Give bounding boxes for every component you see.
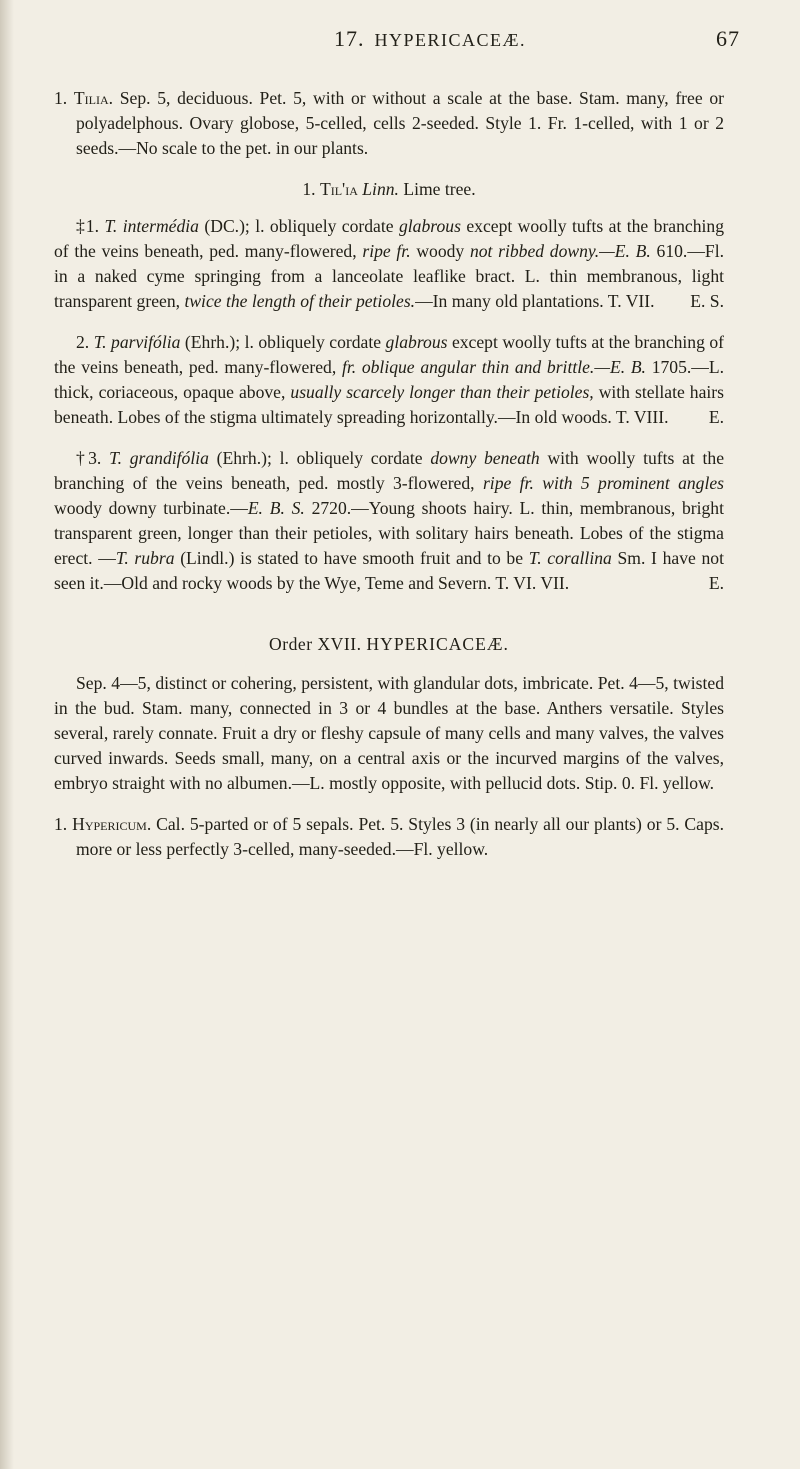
species-mark: 2.	[76, 332, 90, 352]
order-description: Sep. 4—5, distinct or cohering, persistent, with glandular dots, imbricate. Pet. 4—5, twisted in the bud. Stam. many, connected in 3 or 4 bundles at the base. Anthers versatile. Styles several, rarely connate. Fruit a dry or fleshy capsule of many cells and many valves, the valves curved inwards. Seeds small, many, on a central axis or the incurved margins of the valves, embryo straight with no albumen.—L. mostly opposite, with pellucid dots. Stip. 0. Fl. yellow.	[54, 673, 724, 793]
species-text: woody	[416, 241, 465, 261]
family-key-tilia	[54, 86, 724, 161]
order-heading	[54, 632, 724, 657]
key-number: 1.	[54, 88, 68, 108]
species-mark: ‡1.	[76, 216, 100, 236]
running-header	[120, 26, 740, 60]
species-text: (Lindl.) is stated to have smooth fruit and to be	[180, 548, 524, 568]
species-entry-intermedia	[54, 214, 724, 314]
species-region: E.	[708, 407, 724, 427]
genus-heading	[54, 177, 724, 202]
running-title	[120, 26, 740, 52]
genus-name: Til'ia	[319, 179, 358, 199]
species-entry-grandifolia	[54, 446, 724, 596]
species-name: T. parvifólia	[93, 332, 181, 352]
species-text: except woolly tufts at the branching of the veins beneath, ped. many-flowered,	[54, 216, 725, 261]
key-number: 1.	[54, 814, 68, 834]
species-text: —In many old plantations. T. VII.	[415, 291, 655, 311]
species-italic: twice the length of their petioles.	[184, 291, 416, 311]
page-body	[54, 86, 724, 862]
species-italic: usually scarcely longer than their petioles,	[290, 382, 594, 402]
species-text: woody downy turbinate.—	[54, 498, 248, 518]
species-italic: fr. oblique angular thin and brittle.—E. B.	[341, 357, 646, 377]
species-region: E. S.	[690, 291, 724, 311]
species-text: (DC.); l. obliquely cordate	[204, 216, 394, 236]
order-label: Order XVII.	[269, 634, 362, 654]
key-text: Sep. 5, deciduous. Pet. 5, with or without a scale at the base. Stam. many, free or polyadelphous. Ovary globose, 5-celled, cells 2-seeded. Style 1. Fr. 1-celled, with 1 or 2 seeds.—No scale to the pet. in our plants.	[76, 88, 725, 158]
species-text: 2720.—Young shoots hairy. L. thin, membranous, bright transparent green, longer than their petioles, with solitary hairs beneath. Lobes of the stigma erect. —	[54, 498, 724, 568]
genus-number: 1.	[302, 179, 316, 199]
species-text: (Ehrh.); l. obliquely cordate	[184, 332, 382, 352]
species-text: 610.—Fl. in a naked cyme springing from a lanceolate leaflike bract. L. thin membranous, light transparent green,	[54, 241, 724, 311]
page-number: 67	[716, 26, 740, 51]
species-italic: glabrous	[385, 332, 448, 352]
species-name: T. intermédia	[104, 216, 199, 236]
species-italic: T. rubra	[115, 548, 175, 568]
species-text: except woolly tufts at the branching of the veins beneath, ped. many-flowered,	[54, 332, 725, 377]
species-name: T. grandifólia	[109, 448, 209, 468]
species-italic: ripe fr.	[362, 241, 411, 261]
species-italic: glabrous	[399, 216, 461, 236]
species-text: Sm. I have not seen it.—Old and rocky woods by the Wye, Teme and Severn. T. VI. VII.	[54, 548, 724, 593]
chapter-title: HYPERICACEÆ.	[374, 30, 526, 50]
page-gutter-shadow	[0, 0, 14, 1469]
key-genus-name: Tilia.	[73, 88, 114, 108]
species-text: (Ehrh.); l. obliquely cordate	[216, 448, 423, 468]
key-genus-name: Hypericum.	[72, 814, 152, 834]
species-text: 1705.—L. thick, coriaceous, opaque above,	[54, 357, 725, 402]
species-entry-parvifolia	[54, 330, 724, 430]
genus-authority: Linn.	[362, 179, 399, 199]
species-region: E.	[708, 573, 724, 593]
species-mark: †3.	[76, 448, 102, 468]
chapter-number: 17.	[333, 26, 365, 51]
key-text: Cal. 5-parted or of 5 sepals. Pet. 5. Styles 3 (in nearly all our plants) or 5. Caps. more or less perfectly 3-celled, many-seeded.—Fl. yellow.	[76, 814, 724, 859]
order-name: HYPERICACEÆ.	[366, 634, 509, 654]
species-italic: E. B. S.	[247, 498, 305, 518]
species-italic: downy beneath	[430, 448, 540, 468]
genus-common-name: Lime tree.	[403, 179, 476, 199]
species-italic: T. corallina	[528, 548, 612, 568]
genus-key-hypericum	[54, 812, 724, 862]
species-italic: ripe fr. with 5 prominent angles	[482, 473, 725, 493]
species-text: with stellate hairs beneath. Lobes of the stigma ultimately spreading horizontally.—In old woods. T. VIII.	[54, 382, 724, 427]
species-italic: not ribbed downy.—E. B.	[469, 241, 651, 261]
species-text: with woolly tufts at the branching of the veins beneath, ped. mostly 3-flowered,	[54, 448, 725, 493]
